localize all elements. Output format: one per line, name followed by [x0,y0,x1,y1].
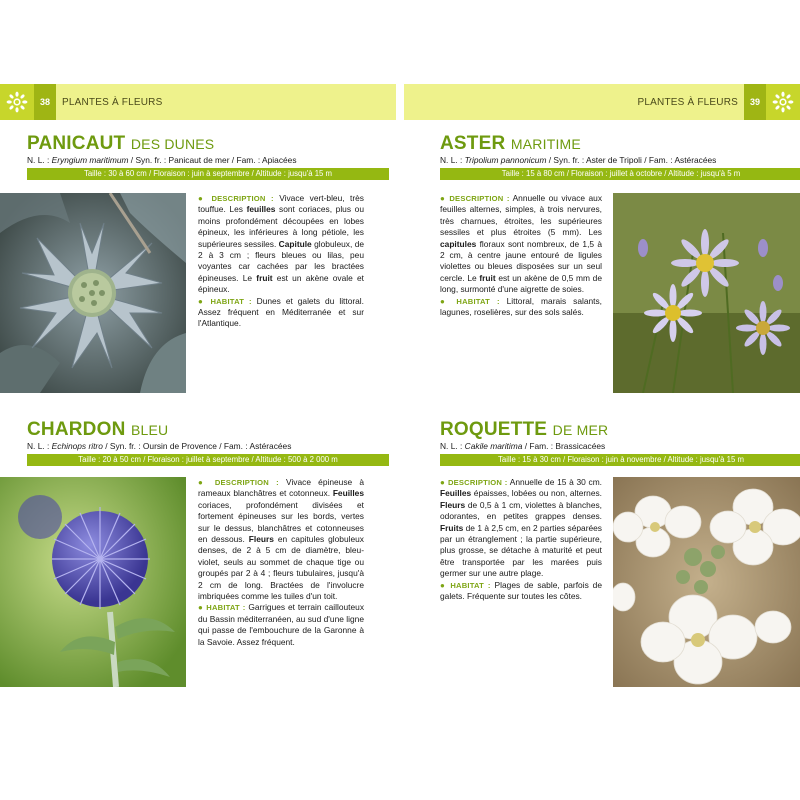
sun-flower-icon [766,84,800,120]
keyword: fruit [479,272,496,283]
sun-flower-icon [0,84,34,120]
section-title-left: PLANTES À FLEURS [62,96,163,108]
globe-thistle-photo [0,477,186,687]
description-paragraph: ● DESCRIPTION : Annuelle de 15 à 30 cm. Feuilles épaisses, lobées ou non, alternes. Fleurs de 0,5 à 1 cm, violettes à blanches, odorantes, en petites grappes denses. Fruits de 1 à 2,5 cm, en 2 parties séparées par un étranglement ; la partie supérieure, plus grosse, se détache à maturité et peut être transportée par les marées puis germer sur une autre plage. [440,477,602,579]
page-number-right: 39 [744,84,766,120]
habitat-label: HABITAT : [450,580,491,590]
entry-body-chardon [198,477,364,648]
entry-title: PANICAUT DES DUNES [27,133,215,154]
keyword: Fruits [440,522,464,533]
description-paragraph: ● DESCRIPTION : Vivace épineuse à rameaux blanchâtres et cotonneux. Feuilles coriaces, profondément divisées et fortement épineuses sur les bords, vertes sur le dessus, blanchâtres et cotonneuses en dessous. Fleurs en capitules globuleux denses, de 2 à 5 cm de diamètre, bleu-violet, seuls au sommet de chaque tige ou groupés par 2 à 4 ; fleurs tubulaires, jusqu'à 2 cm de long. Bractées de l'involucre imbriquées comme les tuiles d'un toit. [198,477,364,602]
habitat-paragraph: ● HABITAT : Garrigues et terrain caillouteux du Bassin méditerranéen, au sud d'une ligne qui passe de l'embouchure de la Garonne à la Savoie. Assez fréquent. [198,602,365,647]
description-text: Annuelle de 15 à 30 cm. [507,477,602,487]
description-text: de 1 à 2,5 cm, en 2 parties séparées par un étranglement ; la partie supérieure, plus grosse, se détache à maturité et peut être transportée par les marées puis germer sur une autre plage. [440,522,602,579]
description-text: Vivace vert-bleu, très touffue. Les [198,193,364,215]
entry-body-panicaut [198,193,364,330]
description-label: DESCRIPTION : [447,478,508,487]
description-text: globuleux, de 2 à 3 cm ; fleurs bleues ou lilas, peu voyantes car cachées par les bractées épineuses. Le [198,238,365,283]
entry-title: ASTER MARITIME [440,133,581,154]
entry-body-aster [440,193,602,318]
page-number-left: 38 [34,84,56,120]
keyword: fruit [256,272,273,283]
info-bar: Taille : 30 à 60 cm / Floraison : juin à septembre / Altitude : jusqu'à 15 m [27,168,389,180]
sea-holly-photo [0,193,186,393]
description-label: DESCRIPTION : [211,194,274,203]
description-text: sont coriaces, plus ou moins profondément découpées en lobes épineux, les inférieures à long pétiole, les supérieures sessiles. [198,204,364,249]
description-text: Annuelle ou vivace aux feuilles alternes, simples, à trois nervures, très charnues, étroites, les supérieures sessiles et plus étroites (5 mm). Les [440,193,603,238]
info-bar: Taille : 15 à 80 cm / Floraison : juillet à octobre / Altitude : jusqu'à 5 m [440,168,800,180]
keyword: capitules [440,238,477,249]
nomenclature-line: N. L. : Tripolium pannonicum / Syn. fr. : Aster de Tripoli / Fam. : Astéracées [440,155,717,165]
sea-rocket-photo [613,477,800,687]
entry-chardon [27,420,389,466]
description-text: en capitules globuleux denses, de 2 à 5 cm de diamètre, bleu-violet, seuls au sommet de chaque tige ou groupés par 2 à 4 ; fleurs tubulaires, jusqu'à 2 cm de long. Bractées de l'involucre imbriquées comme les tuiles d'un toit. [198,534,364,602]
habitat-label: HABITAT : [210,296,252,306]
description-text: épaisses, lobées ou non, alternes. [471,488,602,499]
keyword: Feuilles [332,488,364,499]
description-paragraph: ● DESCRIPTION : Annuelle ou vivace aux feuilles alternes, simples, à trois nervures, très charnues, étroites, les supérieures sessiles et plus étroites (5 mm). Les capitules floraux sont nombreux, de 1,5 à 2 cm, à centre jaune entouré de ligules violettes ou bleues disposées sur un seul cercle. Le fruit est un akène de 0,5 mm de long, surmonté d'une aigrette de soies. [440,193,603,295]
info-bar: Taille : 20 à 50 cm / Floraison : juillet à septembre / Altitude : 500 à 2 000 m [27,454,389,466]
sea-aster-photo [613,193,800,393]
description-label: DESCRIPTION : [214,478,279,487]
description-text: Vivace épineuse à rameaux blanchâtres et cotonneux. [198,477,364,499]
nomenclature-line: N. L. : Echinops ritro / Syn. fr. : Oursin de Provence / Fam. : Astéracées [27,441,292,451]
entry-roquette [440,420,800,466]
entry-aster [440,134,800,180]
habitat-paragraph: ● HABITAT : Dunes et galets du littoral. Assez fréquent en Méditerranée et sur l'Atlantique. [198,295,364,329]
description-text: floraux sont nombreux, de 1,5 à 2 cm, à centre jaune entouré de ligules violettes ou bleues disposées sur un seul cercle. Le [440,238,602,283]
keyword: Fleurs [248,534,274,545]
description-label: DESCRIPTION : [449,194,510,203]
nomenclature-line: N. L. : Cakile maritima / Fam. : Brassicacées [440,441,606,451]
entry-panicaut [27,134,389,180]
description-text: de 0,5 à 1 cm, violettes à blanches, odorantes, en petites grappes denses. [440,499,602,522]
entry-title: CHARDON BLEU [27,419,169,440]
description-text: est un akène de 0,5 mm de long, surmonté d'une aigrette de soies. [440,272,602,295]
habitat-paragraph: ● HABITAT : Plages de sable, parfois de galets. Fréquente sur toutes les côtes. [440,579,603,602]
entry-title: ROQUETTE DE MER [440,419,609,440]
description-text: coriaces, profondément divisées et fortement épineuses sur les bords, vertes sur le dessus, blanchâtres et cotonneuses en dessous. [198,499,364,545]
habitat-label: HABITAT : [456,296,500,306]
entry-body-roquette [440,477,602,602]
header-bar-right [404,84,800,120]
section-title-right: PLANTES À FLEURS [637,96,738,108]
habitat-label: HABITAT : [206,603,246,613]
keyword: Feuilles [440,488,472,499]
keyword: Capitule [278,238,312,249]
header-bar-left [0,84,396,120]
keyword: feuilles [246,204,276,215]
habitat-paragraph: ● HABITAT : Littoral, marais salants, lagunes, roselières, sur des sols salés. [440,295,602,318]
description-paragraph: ● DESCRIPTION : Vivace vert-bleu, très touffue. Les feuilles sont coriaces, plus ou moins profondément découpées en lobes épineux, les inférieures à long pétiole, les supérieures sessiles. Capitule globuleux, de 2 à 3 cm ; fleurs bleues ou lilas, peu voyantes car cachées par les bractées épineuses. Le fruit est un akène ovale et épineux. [198,193,365,295]
nomenclature-line: N. L. : Eryngium maritimum / Syn. fr. : Panicaut de mer / Fam. : Apiacées [27,155,297,165]
description-text: est un akène ovale et épineux. [198,272,364,295]
keyword: Fleurs [440,499,466,510]
info-bar: Taille : 15 à 30 cm / Floraison : juin à novembre / Altitude : jusqu'à 15 m [440,454,800,466]
